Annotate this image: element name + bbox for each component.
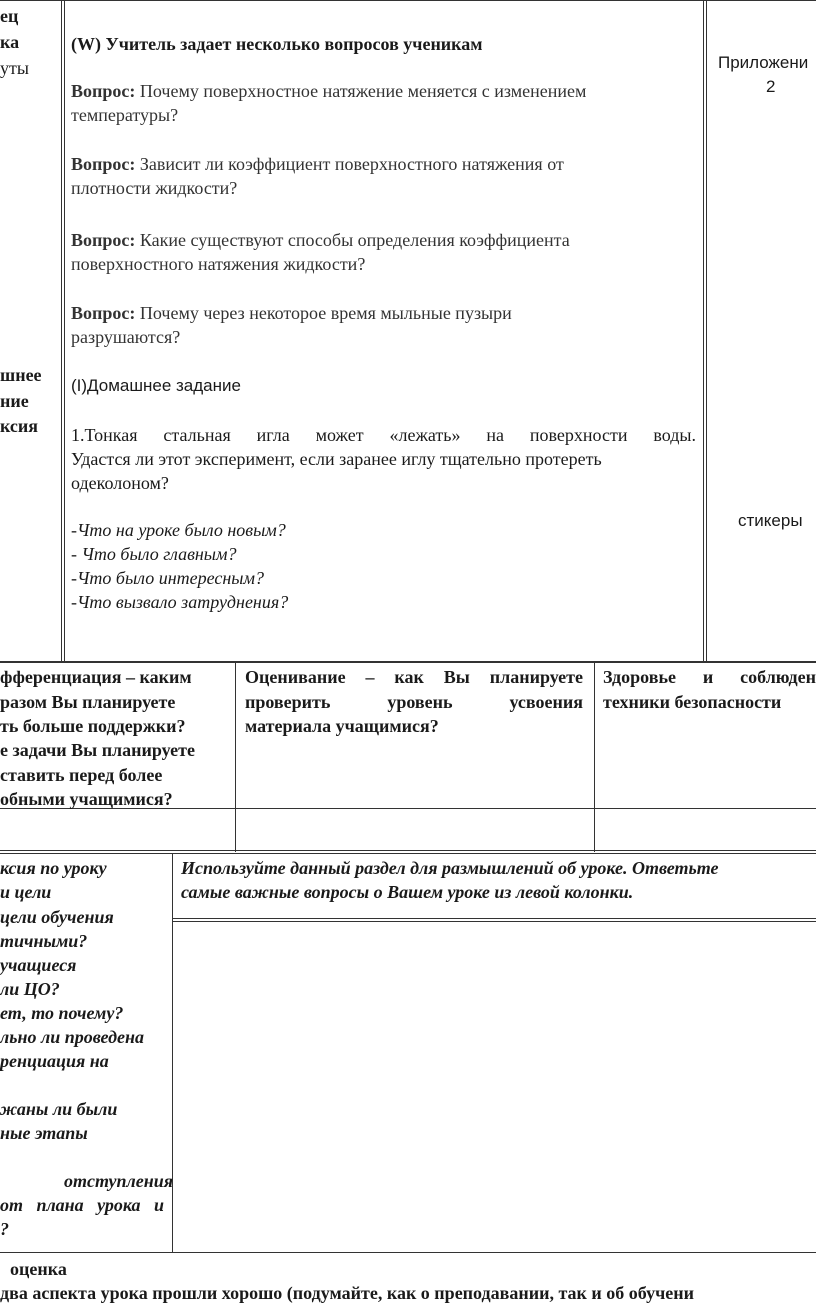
reflection-left-line-9: ренциация на: [0, 1051, 109, 1071]
reflection-left-line-6: ли ЦО?: [0, 979, 60, 999]
dash: -: [71, 592, 77, 612]
reflection-left-line-8: льно ли проведена: [0, 1027, 144, 1047]
dash: -: [71, 520, 77, 540]
question-1-line-2: температуры?: [71, 105, 179, 125]
col-divider-left: [61, 0, 62, 662]
differentiation-line-5: ставить перед более: [0, 765, 163, 785]
question-2: [71, 152, 564, 176]
health-line-2: техники безопасности: [603, 692, 782, 712]
differentiation-line-4: е задачи Вы планируете: [0, 740, 195, 760]
reflection-left-line-3: цели обучения: [0, 907, 114, 927]
footer-line-1: оценка: [10, 1259, 67, 1279]
reflection-instructions-line-2: самые важные вопросы о Вашем уроке из левой колонки.: [181, 882, 634, 902]
dash: -: [71, 568, 77, 588]
reflection-header-bottom-2: [172, 921, 816, 922]
question-4: [71, 301, 512, 325]
reflection-question-text: Что было главным?: [81, 544, 237, 564]
reflection-left-line-4: тичными?: [0, 931, 88, 951]
question-3-line-2: поверхностного натяжения жидкости?: [71, 254, 366, 274]
differentiation-line-1: фференциация – каким: [0, 667, 192, 687]
reflection-left-line-2: и цели: [0, 882, 52, 902]
reflection-question-text: Что было интересным?: [77, 568, 264, 588]
reflection-left-line-11: жаны ли были: [0, 1099, 118, 1119]
assessment-line-3: материала учащимися?: [245, 716, 439, 736]
plan-table-divider-2: [594, 662, 595, 852]
reflection-left-line-1: ксия по уроку: [0, 858, 107, 878]
appendix-number: 2: [766, 77, 776, 96]
question-label: Вопрос:: [71, 81, 136, 101]
health-line-1: Здоровье и соблюден: [603, 667, 816, 687]
homework-line-1: 1.Тонкая стальная игла может «лежать» на поверхности воды.: [71, 425, 696, 445]
assessment-line-1: Оценивание – как Вы планируете: [245, 667, 583, 687]
question-label: Вопрос:: [71, 303, 136, 323]
left-section-line-2: ние: [0, 391, 29, 411]
reflection-question-2: [71, 542, 237, 566]
left-header-line-2: ка: [0, 32, 20, 52]
reflection-left-line-16: ?: [0, 1219, 9, 1239]
left-header-line-3: уты: [0, 58, 29, 78]
differentiation-line-2: разом Вы планируете: [0, 692, 176, 712]
reflection-left-line-7: ет, то почему?: [0, 1003, 124, 1023]
reflection-question-1: [71, 518, 286, 542]
appendix-label: Приложени: [718, 53, 809, 72]
question-text: Почему через некоторое время мыльные пузыри: [135, 303, 512, 323]
reflection-header-bottom: [172, 918, 816, 919]
plan-table-top-border: [0, 661, 816, 663]
differentiation-line-3: ть больше поддержки?: [0, 716, 186, 736]
col-divider-right-inner: [706, 0, 707, 662]
plan-table-divider-1: [235, 662, 236, 852]
reflection-left-line-14: отступления: [64, 1171, 174, 1191]
question-label: Вопрос:: [71, 230, 136, 250]
dash: -: [71, 544, 82, 564]
col-divider-left-inner: [64, 0, 65, 662]
reflection-left-line-15: от плана урока и: [0, 1195, 164, 1215]
reflection-question-4: [71, 590, 288, 614]
top-border: [0, 0, 816, 1]
reflection-table-bottom: [0, 1252, 816, 1253]
stickers-label: стикеры: [738, 511, 803, 530]
reflection-left-line-12: ные этапы: [0, 1123, 88, 1143]
reflection-left-line-5: учащиеся: [0, 955, 77, 975]
plan-table-bottom: [0, 850, 816, 851]
left-section-line-3: ксия: [0, 416, 39, 436]
question-2-line-2: плотности жидкости?: [71, 178, 238, 198]
question-4-line-2: разрушаются?: [71, 327, 181, 347]
homework-line-3: одеколоном?: [71, 473, 169, 493]
question-1: [71, 79, 586, 103]
reflection-instructions-line-1: Используйте данный раздел для размышлений об уроке. Ответьте: [181, 858, 719, 878]
differentiation-line-6: обными учащимися?: [0, 789, 173, 809]
task-heading: (W) Учитель задает несколько вопросов ученикам: [71, 34, 483, 54]
question-text: Какие существуют способы определения коэффициента: [135, 230, 570, 250]
homework-line-2: Удастся ли этот эксперимент, если заранее иглу тщательно протереть: [71, 449, 602, 469]
question-3: [71, 228, 570, 252]
question-label: Вопрос:: [71, 154, 136, 174]
assessment-line-2: проверить уровень усвоения: [245, 692, 583, 712]
col-divider-right: [703, 0, 704, 662]
reflection-question-text: Что на уроке было новым?: [77, 520, 286, 540]
reflection-table-divider: [172, 853, 173, 1253]
reflection-question-3: [71, 566, 264, 590]
question-text: Почему поверхностное натяжение меняется с изменением: [135, 81, 587, 101]
homework-heading: (I)Домашнее задание: [71, 376, 241, 395]
reflection-question-text: Что вызвало затруднения?: [77, 592, 289, 612]
left-header-line-1: ец: [0, 6, 19, 26]
question-text: Зависит ли коэффициент поверхностного натяжения от: [135, 154, 564, 174]
reflection-table-top: [0, 853, 816, 854]
left-section-line-1: шнее: [0, 365, 42, 385]
footer-line-2: два аспекта урока прошли хорошо (подумайте, как о преподавании, так и об обучени: [0, 1283, 694, 1303]
